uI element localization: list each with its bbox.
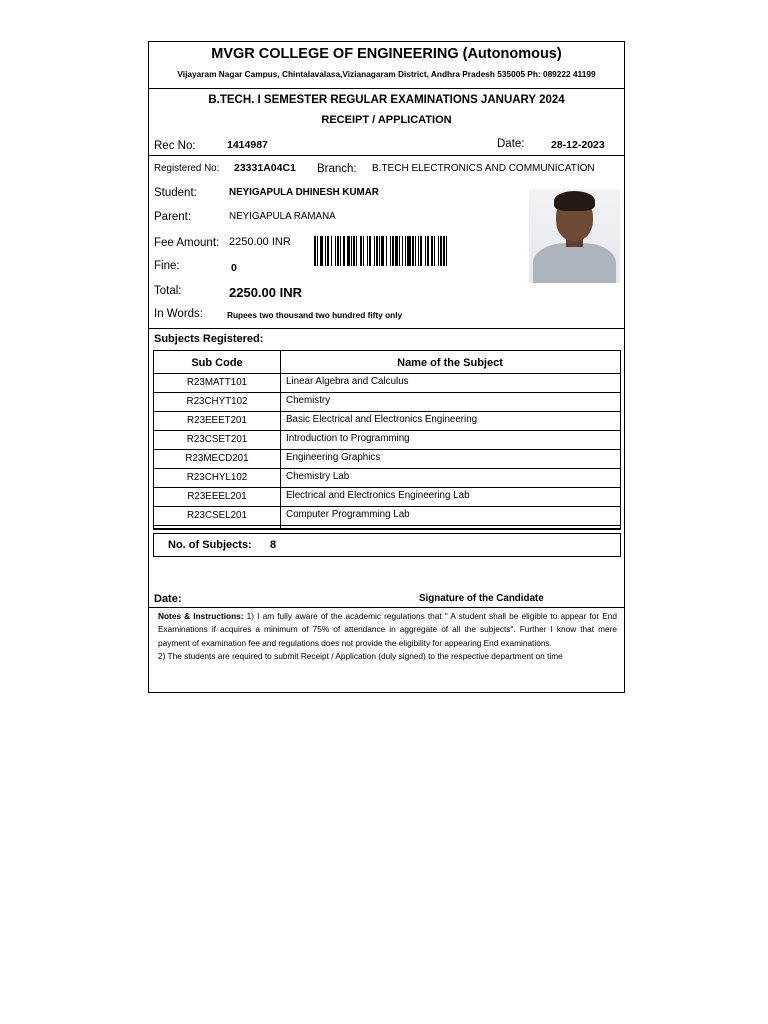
photo-shirt [533, 243, 616, 283]
barcode-bar [407, 236, 410, 266]
barcode-bar [325, 236, 326, 266]
subject-code: R23CSET201 [186, 434, 248, 445]
column-header-name: Name of the Subject [397, 357, 503, 369]
note-1 [158, 610, 617, 650]
subject-code: R23EEET201 [187, 415, 247, 426]
subject-count-box [153, 533, 621, 557]
barcode-bar [402, 236, 403, 266]
subject-name: Electrical and Electronics Engineering Lab [286, 490, 470, 501]
barcode-bar [320, 236, 323, 266]
receipt-form [148, 41, 625, 693]
total-value: 2250.00 INR [229, 285, 302, 300]
subject-code: R23CHYL102 [186, 472, 248, 483]
exam-title: B.TECH. I SEMESTER REGULAR EXAMINATIONS JANUARY 2024 [208, 94, 565, 106]
barcode-bar [392, 236, 394, 266]
barcode-bar [418, 236, 419, 266]
barcode-bar [356, 236, 357, 266]
subject-code: R23EEEL201 [187, 491, 247, 502]
parent-label: Parent: [154, 211, 192, 223]
subject-name: Linear Algebra and Calculus [286, 376, 409, 387]
column-header-code: Sub Code [191, 357, 243, 369]
barcode-bar [353, 236, 355, 266]
receipt-title: RECEIPT / APPLICATION [321, 114, 452, 126]
table-row-divider [154, 525, 620, 526]
college-name: MVGR COLLEGE OF ENGINEERING (Autonomous) [211, 46, 562, 62]
divider [149, 88, 624, 89]
divider [149, 607, 624, 608]
barcode-bar [438, 236, 439, 266]
subject-name: Engineering Graphics [286, 452, 381, 463]
date-label: Date: [497, 138, 525, 150]
barcode-bar [331, 236, 332, 266]
student-photo [529, 189, 620, 283]
fine-label: Fine: [154, 260, 180, 272]
barcode-bar [367, 236, 368, 266]
barcode-bar [376, 236, 378, 266]
reg-no-value: 23331A04C1 [234, 162, 296, 174]
rec-no-value: 1414987 [227, 139, 268, 151]
table-row-divider [154, 468, 620, 469]
divider [149, 155, 624, 156]
barcode-bar [347, 236, 350, 266]
parent-name: NEYIGAPULA RAMANA [229, 211, 336, 222]
subject-name: Introduction to Programming [286, 433, 410, 444]
table-row-divider [154, 373, 620, 374]
reg-no-label: Registered No: [154, 163, 220, 174]
footer-date-label: Date: [154, 593, 182, 605]
fee-value: 2250.00 INR [229, 236, 291, 248]
college-address: Vijayaram Nagar Campus, Chintalavalasa,Vizianagaram District, Andhra Pradesh 535005 Ph: 089222 41199 [177, 69, 596, 79]
subject-code: R23MECD201 [185, 453, 249, 464]
fine-value: 0 [231, 262, 237, 274]
barcode-bar [314, 236, 316, 266]
date-value: 28-12-2023 [551, 139, 605, 151]
barcode-bar [443, 236, 445, 266]
table-row-divider [154, 506, 620, 507]
table-column-divider [280, 351, 281, 529]
subject-name: Basic Electrical and Electronics Engineering [286, 414, 478, 425]
note-1-text: 1) I am fully aware of the academic regulations that " A student shall be eligible to appear for End Examinations if acquires a minimum of 75% of attendance in aggregate of all the subjects". Further I know that mere payment of examination fee and regulations does not provide the eligibility for appearing End examinations. [158, 611, 617, 648]
barcode-bar [425, 236, 426, 266]
table-row-divider [154, 487, 620, 488]
barcode-bar [337, 236, 339, 266]
barcode-bar [412, 236, 414, 266]
branch-label: Branch: [317, 163, 357, 175]
subject-name: Chemistry [286, 395, 331, 406]
branch-value: B.TECH ELECTRONICS AND COMMUNICATION [372, 163, 595, 174]
barcode-bar [427, 236, 429, 266]
barcode-bar [415, 236, 416, 266]
barcode-bar [360, 236, 362, 266]
amount-in-words: Rupees two thousand two hundred fifty only [227, 310, 403, 320]
student-label: Student: [154, 187, 197, 199]
subject-count-value: 8 [270, 539, 277, 551]
barcode-bar [434, 236, 435, 266]
total-label: Total: [154, 285, 182, 297]
subjects-table [153, 350, 621, 530]
barcode-bar [340, 236, 341, 266]
barcode-bar [431, 236, 433, 266]
barcode-bar [351, 236, 352, 266]
table-row-divider [154, 430, 620, 431]
notes-section [158, 610, 617, 663]
barcode-bar [379, 236, 380, 266]
subject-name: Chemistry Lab [286, 471, 350, 482]
barcode-bar [390, 236, 391, 266]
subject-code: R23CSEL201 [187, 510, 247, 521]
barcode-bar [446, 236, 447, 266]
barcode-bar [386, 236, 387, 266]
rec-no-label: Rec No: [154, 140, 196, 152]
barcode [314, 236, 517, 266]
subjects-heading: Subjects Registered: [154, 333, 264, 345]
divider [149, 328, 624, 329]
table-row-divider [154, 528, 620, 529]
barcode-bar [374, 236, 375, 266]
barcode-bar [381, 236, 384, 266]
student-name: NEYIGAPULA DHINESH KUMAR [229, 187, 379, 198]
subject-code: R23CHYT102 [186, 396, 248, 407]
barcode-bar [395, 236, 398, 266]
barcode-bar [399, 236, 400, 266]
photo-hair [554, 191, 595, 211]
barcode-bar [440, 236, 442, 266]
barcode-bar [327, 236, 329, 266]
barcode-bar [420, 236, 422, 266]
table-row-divider [154, 392, 620, 393]
subject-code: R23MATT101 [186, 377, 248, 388]
barcode-bar [405, 236, 406, 266]
barcode-bar [317, 236, 318, 266]
note-2: 2) The students are required to submit Receipt / Application (duly signed) to the respective department on time [158, 650, 563, 661]
words-label: In Words: [154, 308, 203, 320]
subject-count-label: No. of Subjects: [168, 539, 252, 551]
barcode-bar [369, 236, 371, 266]
table-row-divider [154, 411, 620, 412]
signature-label: Signature of the Candidate [419, 593, 544, 604]
barcode-bar [335, 236, 336, 266]
notes-label: Notes & Instructions: [158, 611, 244, 621]
subject-name: Computer Programming Lab [286, 509, 410, 520]
barcode-bar [363, 236, 364, 266]
fee-label: Fee Amount: [154, 237, 220, 249]
barcode-bar [343, 236, 345, 266]
table-row-divider [154, 449, 620, 450]
